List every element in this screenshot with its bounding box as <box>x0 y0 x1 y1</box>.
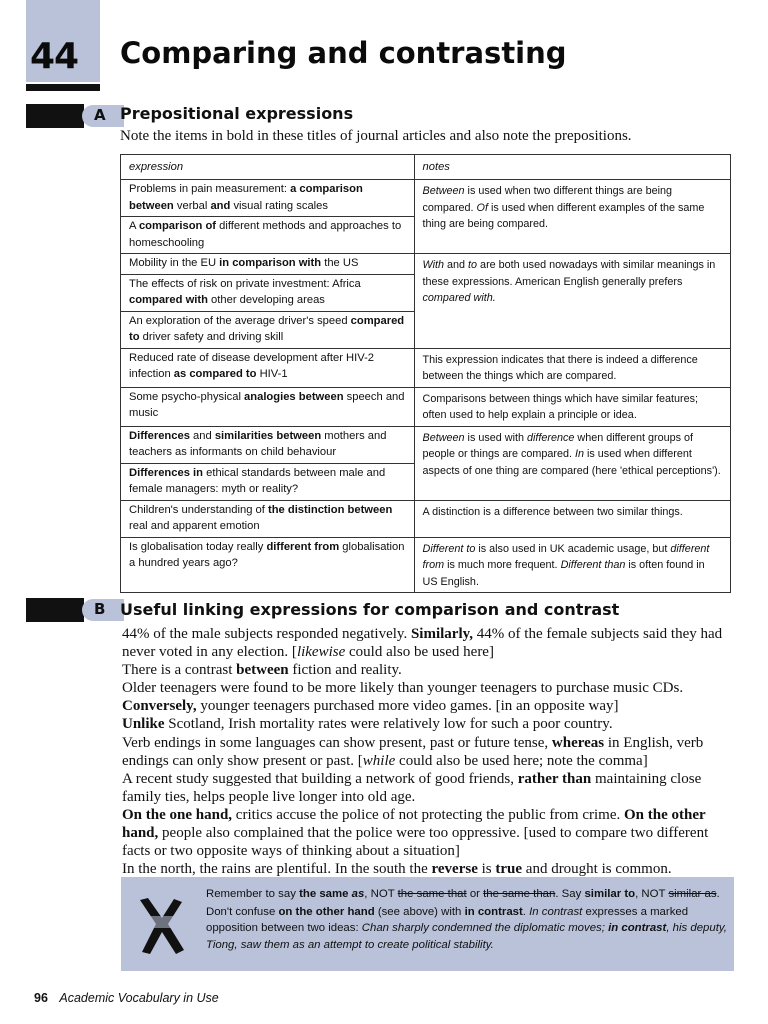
warning-line: Don't confuse on the other hand (see above) with in contrast. In contrast expresses a marked opposition between two ideas: Chan sharply condemned the diplomatic moves; in contrast, his deputy, Tiong, saw them as an attempt to create political stability. <box>206 906 727 951</box>
expression-cell: An exploration of the average driver's speed compared to driver safety and driving skill <box>121 311 415 348</box>
example-sentence: Verb endings in some languages can show present, past or future tense, whereas in English, verb endings can only show present or past. [while could also be used here; note the comma] <box>122 734 704 769</box>
table-row <box>121 254 731 275</box>
expression-cell: Differences in ethical standards between male and female managers: myth or reality? <box>121 463 415 500</box>
table-row <box>121 387 731 426</box>
warning-cross-icon <box>132 894 190 958</box>
expression-cell: Is globalisation today really different from globalisation a hundred years ago? <box>121 537 415 593</box>
example-sentence: A recent study suggested that building a network of good friends, rather than maintaining close family ties, helps people live longer into old age. <box>122 770 702 805</box>
unit-bar <box>26 84 100 91</box>
warning-line: Remember to say the same as, NOT the same that or the same than. Say similar to, NOT similar as. <box>206 888 720 900</box>
example-sentence: On the one hand, critics accuse the police of not protecting the public from crime. On the other hand, people also complained that the police were too oppressive. [used to compare two different facts or two opposite ways of thinking about a situation] <box>122 806 709 860</box>
section-b-marker <box>26 598 106 622</box>
notes-cell: Between is used with difference when different groups of people or things are compared. In is used when different aspects of one thing are compared (here 'ethical perceptions'). <box>414 426 730 500</box>
page-number: 96 <box>34 991 48 1005</box>
expression-cell: Differences and similarities between mothers and teachers as informants on child behaviour <box>121 426 415 463</box>
expression-cell: Mobility in the EU in comparison with the US <box>121 254 415 275</box>
unit-number: 44 <box>30 36 79 77</box>
table-row <box>121 180 731 217</box>
section-b-letter: B <box>94 600 106 618</box>
column-header-expression: expression <box>121 155 415 180</box>
notes-cell: Comparisons between things which have similar features; often used to help explain a principle or idea. <box>414 387 730 426</box>
expression-cell: Reduced rate of disease development after HIV-2 infection as compared to HIV-1 <box>121 348 415 387</box>
unit-title: Comparing and contrasting <box>120 36 567 70</box>
linking-examples <box>122 625 738 878</box>
warning-text <box>206 886 728 955</box>
notes-cell: A distinction is a difference between two similar things. <box>414 500 730 537</box>
section-a-intro: Note the items in bold in these titles of journal articles and also note the prepositions. <box>120 128 632 144</box>
page-footer <box>34 991 219 1005</box>
table-row <box>121 537 731 593</box>
example-sentence: Unlike Scotland, Irish mortality rates were relatively low for such a poor country. <box>122 716 613 733</box>
expression-cell: Problems in pain measurement: a comparison between verbal and visual rating scales <box>121 180 415 217</box>
book-title: Academic Vocabulary in Use <box>59 991 219 1005</box>
expression-cell: Some psycho-physical analogies between speech and music <box>121 387 415 426</box>
expressions-table <box>120 154 731 593</box>
expression-cell: Children's understanding of the distinction between real and apparent emotion <box>121 500 415 537</box>
notes-cell: Different to is also used in UK academic usage, but different from is much more frequent. Different than is often found in US English. <box>414 537 730 593</box>
column-header-notes: notes <box>414 155 730 180</box>
table-row <box>121 426 731 463</box>
example-sentence: There is a contrast between fiction and reality. <box>122 662 402 679</box>
notes-cell: This expression indicates that there is indeed a difference between the things which are compared. <box>414 348 730 387</box>
notes-cell: Between is used when two different things are being compared. Of is used when different examples of the same thing are being compared. <box>414 180 730 254</box>
notes-cell: With and to are both used nowadays with similar meanings in these expressions. American English generally prefers compared with. <box>414 254 730 349</box>
table-body <box>121 180 731 593</box>
expression-cell: The effects of risk on private investment: Africa compared with other developing areas <box>121 274 415 311</box>
example-sentence: In the north, the rains are plentiful. In the south the reverse is true and drought is common. <box>122 861 672 878</box>
section-b-heading: Useful linking expressions for comparison and contrast <box>120 600 620 619</box>
table-header-row <box>121 155 731 180</box>
table-row <box>121 348 731 387</box>
section-a-letter: A <box>94 106 106 124</box>
section-a-heading: Prepositional expressions <box>120 104 354 123</box>
section-a-marker <box>26 104 106 128</box>
example-sentence: Older teenagers were found to be more likely than younger teenagers to purchase music CDs. Conversely, younger teenagers purchased more video games. [in an opposite way] <box>122 680 684 715</box>
table-row <box>121 500 731 537</box>
expression-cell: A comparison of different methods and approaches to homeschooling <box>121 217 415 254</box>
example-sentence: 44% of the male subjects responded negatively. Similarly, 44% of the female subjects said they had never voted in any election. [likewise could also be used here] <box>122 626 723 661</box>
